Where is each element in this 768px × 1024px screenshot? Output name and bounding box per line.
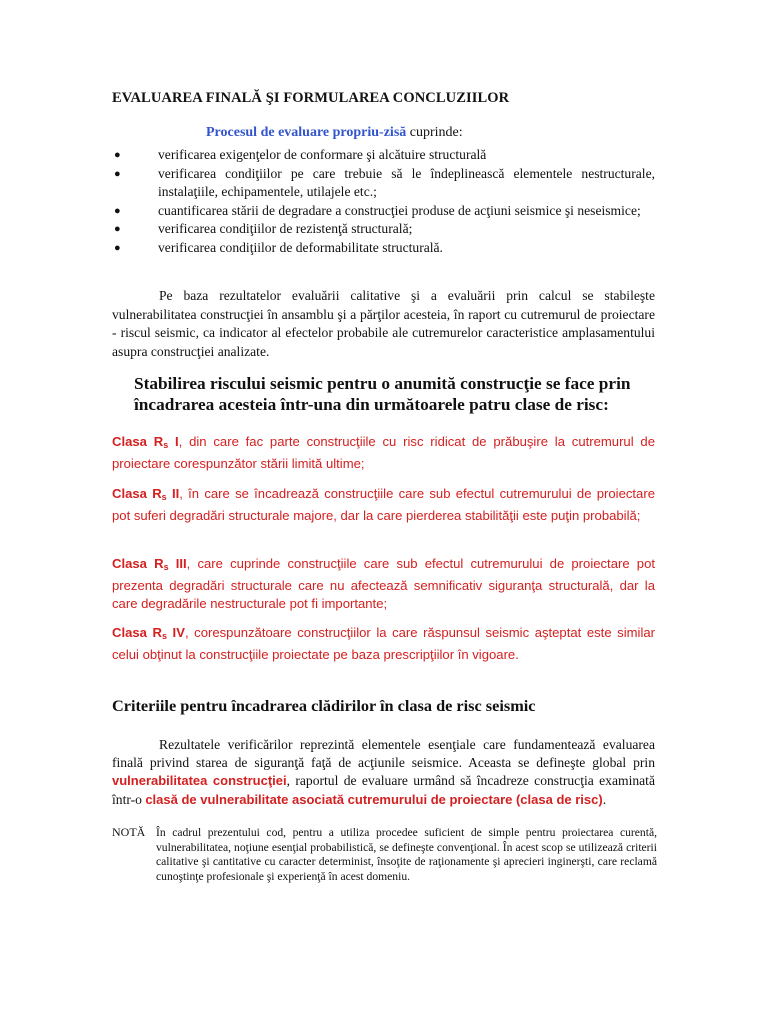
- note-label: NOTĂ: [112, 825, 146, 839]
- bullet-icon: ●: [114, 223, 121, 235]
- risk-class-4: Clasa $R_s$ IV, corespunzătoare construcţiilor la care răspunsul seismic aşteptat este similar celui obţinut la construcţiile proiectate pe baza prescripţiilor în vigoare.: [112, 625, 655, 662]
- bullet-list: [112, 146, 655, 257]
- note-text: În cadrul prezentului cod, pentru a utiliza procedee suficient de simple pentru proiectarea curentă, vulnerabilitatea, noţiune esenţial probabilistică, se defineşte convenţional. În acest scop se utilizează criterii calitative şi cantitative cu caracter determinist, însoţite de raţionamente şi aprecieri inginerşti, care reclamă cunoştinţe profesionale şi experienţă în acest domeniu.: [156, 826, 657, 883]
- note: [112, 825, 657, 884]
- list-item: ● verificarea condiţiilor de deformabilitate structurală.: [112, 239, 655, 258]
- heading-risk-classes: Stabilirea riscului seismic pentru o anumită construcţie se face prin încadrarea acesteia într-una din următoarele patru clase de risc:: [134, 374, 631, 414]
- list-item: ● verificarea exigenţelor de conformare şi alcătuire structurală: [112, 146, 655, 165]
- bullet-icon: ●: [114, 241, 121, 254]
- list-item: ● verificarea condiţiilor pe care trebuie să le îndeplinească elementele nestructurale, instalaţiile, echipamentele, utilajele etc.;: [114, 165, 655, 199]
- bullet-icon: ●: [114, 204, 121, 217]
- heading-criteria: Criteriile pentru încadrarea clădirilor în clasa de risc seismic: [112, 696, 536, 715]
- page-title: EVALUAREA FINALĂ ŞI FORMULAREA CONCLUZIILOR: [112, 90, 510, 106]
- intro-lead: Procesul de evaluare propriu-zisă: [206, 125, 407, 140]
- intro-line: [206, 125, 666, 141]
- risk-class-1: Clasa $R_s$ I, din care fac parte construcţiile cu risc ridicat de prăbuşire la cutremurul de proiectare corespunzător stării limită ultime;: [112, 434, 655, 471]
- list-item: ● verificarea condiţiilor de rezistenţă structurală;: [112, 220, 655, 239]
- paragraph-evaluation: Rezultatele verificărilor reprezintă elementele esenţiale care fundamentează evaluarea finală privind starea de siguranţă faţă de acţiunile seismice. Aceasta se defineşte global prin vulnerabilitatea construcţiei, raportul de evaluare urmând să încadreze construcţia examinată într-o clasă de vulnerabilitate asociată cutremurului de proiectare (clasa de risc).: [112, 737, 655, 807]
- intro-rest: cuprinde:: [406, 125, 463, 140]
- bullet-icon: ●: [114, 167, 121, 180]
- bullet-icon: ●: [114, 149, 121, 161]
- risk-class-2: Clasa $R_s$ II, în care se încadrează construcţiile care sub efectul cutremurului de proiectare pot suferi degradări structurale majore, dar la care pierderea stabilităţii este puţin probabilă;: [112, 486, 655, 523]
- paragraph-vulnerability: Pe baza rezultatelor evaluării calitative şi a evaluării prin calcul se stabileşte vulnerabilitatea construcţiei în ansamblu şi a părţilor acesteia, în raport cu cutremurul de proiectare - riscul seismic, ca indicator al efectelor probabile ale cutremurelor caracteristice amplasamentului asupra construcţiei analizate.: [112, 288, 655, 359]
- risk-class-3: Clasa $R_s$ III, care cuprinde construcţiile care sub efectul cutremurului de proiectare pot prezenta degradări structurale care nu afectează semnificativ siguranţa structurală, dar la care degradările nestructurale pot fi importante;: [112, 556, 655, 612]
- list-item: ● cuantificarea stării de degradare a construcţiei produse de acţiuni seismice şi neseismice;: [112, 202, 655, 221]
